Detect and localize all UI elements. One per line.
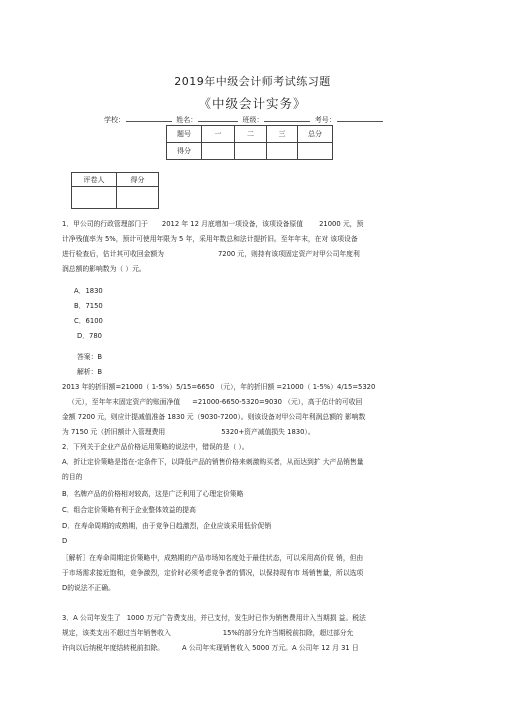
name-label: 姓名： — [176, 116, 198, 124]
name-blank[interactable] — [198, 115, 238, 122]
score-table-header: 一 — [202, 126, 235, 143]
q1-line-1 — [62, 218, 363, 231]
page-title: 2019年中级会计师考试练习题 — [174, 75, 331, 88]
class-label: 班级： — [242, 116, 264, 124]
q1-text: 21000 元，预 — [319, 220, 364, 228]
q1-option-b: B．7150 — [74, 302, 103, 310]
page-subtitle: 《中级会计实务》 — [198, 96, 307, 111]
q1-option-c: C．6100 — [74, 317, 103, 325]
score-cell[interactable] — [202, 143, 235, 160]
q2-explanation-line-3: D的说法不正确。 — [62, 584, 115, 592]
q1-line-2: 计净残值率为 5%，预计可使用年限为 5 年，采用年数总和法计提折旧。至年年末，在对 该项设备 — [62, 235, 358, 243]
q1-analysis-text: （元），至年年末固定资产的账面净值 — [68, 398, 181, 406]
q2-explanation-line-1: ［解析］在寿命周期定价策略中，成熟期的产品市场知名度处于最佳状态，可以采用高价促 销，但由 — [62, 554, 364, 562]
class-blank[interactable] — [264, 115, 310, 122]
q1-option-a: A．1830 — [74, 287, 103, 295]
q3-text: 许向以后纳税年度结转税前扣除。 — [62, 644, 164, 652]
school-blank[interactable] — [126, 115, 172, 122]
grader-score-cell[interactable] — [117, 187, 159, 209]
score-row-label: 得分 — [167, 143, 202, 160]
grader-table — [71, 172, 159, 209]
grader-table-header-row — [72, 173, 159, 187]
q1-line-4: 润总额的影响数为（ ）元。 — [62, 265, 146, 273]
q1-analysis-label: 解析：B — [77, 368, 103, 376]
score-table-row — [167, 143, 333, 160]
q1-analysis-text: 5320+资产减值损失 1830）。 — [221, 428, 315, 436]
score-table-header-row — [167, 126, 333, 143]
q1-analysis-line-1: 2013 年的折旧额=21000（ 1-5%）5/15=6650 （元），年的折旧额 =21000（ 1-5%）4/15=5320 — [62, 383, 376, 391]
q3-line-2 — [62, 627, 353, 640]
grader-score-label: 得分 — [117, 173, 159, 187]
q3-text: 3．A 公司年发生了 — [62, 614, 121, 622]
score-table — [166, 125, 333, 160]
q2-option-c: C．组合定价策略有利于企业整体效益的提高 — [62, 506, 196, 514]
score-table-header: 总分 — [298, 126, 333, 143]
q2-answer: D — [62, 537, 68, 545]
school-label: 学校： — [104, 116, 125, 124]
q2-option-b: B．名牌产品的价格相对较高，这是广泛利用了心理定价策略 — [62, 490, 244, 498]
student-info-line — [104, 115, 385, 125]
q2-option-a: A．折让定价策略是指在-定条件下，以降低产品的销售价格来刺激购买者，从而达到扩 大产品销售量 — [62, 458, 364, 466]
q1-answer: 答案：B — [77, 353, 103, 361]
score-table-header: 二 — [235, 126, 267, 143]
q1-analysis-line-4 — [62, 426, 315, 439]
q3-text: 15%的部分允许当期税前扣除，超过部分允 — [222, 629, 354, 637]
q1-analysis-text: 为 7150 元（折旧额计入管理费用 — [62, 428, 166, 436]
score-cell[interactable] — [267, 143, 298, 160]
q3-text: A 公司年实现销售收入 5000 万元。A 公司年 12 月 31 日 — [181, 644, 359, 652]
q1-text: 2012 年 12 月底增加一项设备，该项设备原值 — [161, 220, 304, 228]
exam-no-label: 考号： — [314, 116, 336, 124]
grader-table-row — [72, 187, 159, 209]
q2-option-d: D．在寿命周期的成熟期，由于竞争日趋激烈，企业应该采用低价促销 — [62, 522, 272, 530]
q3-text: 1000 万元广告费支出，并已支付，发生时已作为销售费用计入当期损 益。税法 — [126, 614, 366, 622]
grader-label: 评卷人 — [72, 173, 117, 187]
q2-stem: 2．下列关于企业产品价格运用策略的说法中，错误的是（ ）。 — [62, 443, 249, 451]
score-table-header: 题号 — [167, 126, 202, 143]
q3-text: 规定，该类支出不超过当年销售收入 — [62, 629, 171, 637]
exam-no-blank[interactable] — [337, 115, 383, 122]
q1-analysis-text: =21000-6650-5320=9030 （元），高于估计的可收回 — [192, 398, 363, 406]
q1-option-d: D．780 — [77, 332, 103, 340]
q2-explanation-line-2: 于市场需求接近饱和，竞争激烈，定价时必须考虑竞争者的情况，以保持现有市 场销售量，所以选项 — [62, 569, 364, 577]
q1-line-3 — [62, 248, 360, 261]
q3-line-3 — [62, 642, 359, 655]
q3-line-1 — [62, 612, 366, 625]
score-cell[interactable] — [298, 143, 333, 160]
score-cell[interactable] — [235, 143, 267, 160]
q1-text: 1．甲公司的行政管理部门于 — [62, 220, 148, 228]
q1-text: 进行检查后，估计其可收回金额为 — [62, 250, 164, 258]
q1-analysis-line-3: 金额 7200 元，则应计提减值准备 1830 元（9030-7200）。则该设备对甲公司年利润总额的 影响数 — [62, 413, 366, 421]
score-table-header: 三 — [267, 126, 298, 143]
q2-option-a-cont: 的目的 — [62, 473, 83, 481]
q1-analysis-line-2 — [68, 396, 362, 409]
q1-text: 7200 元，则持有该项固定资产对甲公司年度利 — [217, 250, 360, 258]
grader-cell[interactable] — [72, 187, 117, 209]
